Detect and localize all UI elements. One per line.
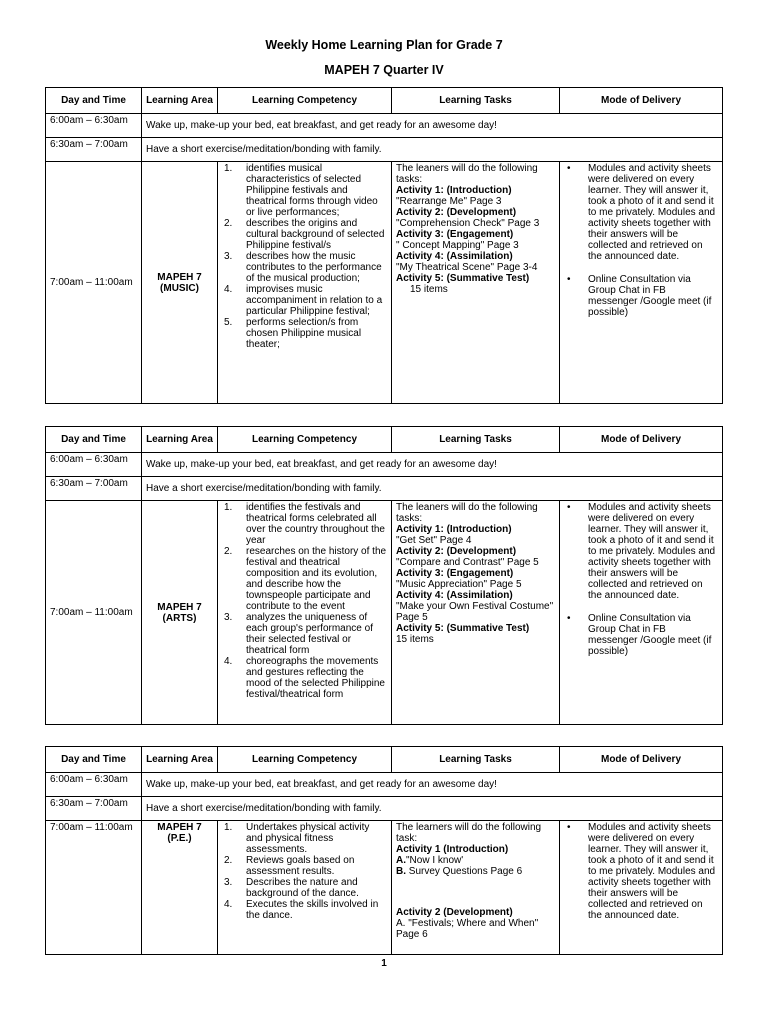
activity-text: " Concept Mapping" Page 3: [396, 240, 519, 251]
area-subject: (P.E.): [167, 833, 192, 844]
pe-plan-table: [45, 746, 723, 955]
header-learning-area: Learning Area: [142, 88, 218, 114]
header-learning-tasks: Learning Tasks: [392, 747, 560, 773]
header-mode-of-delivery: Mode of Delivery: [560, 427, 723, 453]
mode-cell: [560, 501, 723, 725]
schedule-text: Wake up, make-up your bed, eat breakfast, and get ready for an awesome day!: [142, 453, 723, 477]
activity-text: B. Survey Questions Page 6: [396, 866, 523, 877]
task-intro: The leaners will do the following tasks:: [396, 502, 538, 524]
header-day-time: Day and Time: [46, 747, 142, 773]
competency-item: 4. improvises music accompaniment in relation to a particular Philippine festival;: [224, 284, 383, 317]
header-learning-area: Learning Area: [142, 747, 218, 773]
header-learning-tasks: Learning Tasks: [392, 88, 560, 114]
competency-item: 2. researches on the history of the festival and theatrical composition and its evolution, and describe how the townspeople participate and contribute to the event: [224, 546, 387, 612]
schedule-text: Wake up, make-up your bed, eat breakfast, and get ready for an awesome day!: [142, 114, 723, 138]
bullet-icon: •: [567, 613, 571, 624]
activity-text: "Music Appreciation" Page 5: [396, 579, 522, 590]
document-title: Weekly Home Learning Plan for Grade 7: [265, 38, 503, 52]
time-cell: 6:30am – 7:00am: [46, 477, 142, 501]
activity-title: Activity 3: (Engagement): [396, 229, 514, 240]
header-day-time: Day and Time: [46, 427, 142, 453]
activity-title: Activity 1: (Introduction): [396, 524, 512, 535]
time-cell: 6:00am – 6:30am: [46, 114, 142, 138]
activity-title: Activity 5: (Summative Test): [396, 623, 530, 634]
tasks-cell: [392, 501, 560, 725]
area-name: MAPEH 7: [157, 601, 202, 613]
activity-text: 15 items: [410, 284, 448, 295]
activity-title: Activity 2 (Development): [396, 907, 513, 918]
time-cell: 6:30am – 7:00am: [46, 797, 142, 821]
arts-plan-table: [45, 426, 723, 725]
document-subtitle: MAPEH 7 Quarter IV: [324, 63, 444, 77]
activity-title: Activity 5: (Summative Test): [396, 273, 530, 284]
learning-area-cell: [142, 501, 218, 725]
header-learning-area: Learning Area: [142, 427, 218, 453]
mode-cell: [560, 821, 723, 955]
time-cell: 7:00am – 11:00am: [46, 162, 142, 404]
competency-item: 3. Describes the nature and background of the dance.: [224, 877, 359, 899]
time-cell: 6:30am – 7:00am: [46, 138, 142, 162]
header-mode-of-delivery: Mode of Delivery: [560, 88, 723, 114]
area-subject: (MUSIC): [160, 282, 199, 294]
competency-cell: [218, 821, 392, 955]
bullet-icon: •: [567, 163, 571, 174]
mode-cell: [560, 162, 723, 404]
mode-item: • Modules and activity sheets were delivered on every learner. They will answer it, took a photo of it and send it to me privately. Modules and activity sheets together with their answers will be collected and retrieved on the announced date.: [567, 502, 716, 601]
activity-title: Activity 1: (Introduction): [396, 185, 512, 196]
header-learning-tasks: Learning Tasks: [392, 427, 560, 453]
schedule-text: Have a short exercise/meditation/bonding with family.: [142, 477, 723, 501]
activity-title: Activity 3: (Engagement): [396, 568, 514, 579]
header-learning-competency: Learning Competency: [218, 88, 392, 114]
activity-text: "Get Set" Page 4: [396, 535, 472, 546]
header-mode-of-delivery: Mode of Delivery: [560, 747, 723, 773]
competency-item: 5. performs selection/s from chosen Philippine musical theater;: [224, 317, 362, 350]
competency-item: 2. describes the origins and cultural background of selected Philippine festival/s: [224, 218, 385, 251]
task-intro: The leaners will do the following tasks:: [396, 163, 538, 185]
tasks-cell: [392, 162, 560, 404]
competency-item: 4. Executes the skills involved in the dance.: [224, 899, 379, 921]
activity-text: 15 items: [396, 634, 434, 645]
mode-item: • Modules and activity sheets were delivered on every learner. They will answer it, took a photo of it and send it to me privately. Modules and activity sheets together with their answers will be collected and retrieved on the announced date.: [567, 822, 716, 921]
schedule-text: Have a short exercise/meditation/bonding with family.: [142, 138, 723, 162]
activity-text: "Rearrange Me" Page 3: [396, 196, 502, 207]
schedule-text: Have a short exercise/meditation/bonding with family.: [142, 797, 723, 821]
time-cell: 6:00am – 6:30am: [46, 773, 142, 797]
area-name: MAPEH 7: [157, 271, 202, 283]
activity-title: Activity 4: (Assimilation): [396, 590, 513, 601]
time-cell: 7:00am – 11:00am: [46, 501, 142, 725]
header-day-time: Day and Time: [46, 88, 142, 114]
activity-text: A. "Festivals; Where and When" Page 6: [396, 918, 539, 940]
mode-item: • Online Consultation via Group Chat in FB messenger /Google meet (if possible): [567, 274, 712, 318]
activity-title: Activity 1 (Introduction): [396, 844, 509, 855]
activity-title: Activity 2: (Development): [396, 546, 517, 557]
activity-text: A."Now I know': [396, 855, 464, 866]
activity-title: Activity 2: (Development): [396, 207, 517, 218]
competency-item: 1. Undertakes physical activity and physical fitness assessments.: [224, 822, 370, 855]
bullet-icon: •: [567, 274, 571, 285]
competency-item: 1. identifies musical characteristics of selected Philippine festivals and theatrical forms through video or live performances;: [224, 163, 378, 218]
bullet-icon: •: [567, 502, 571, 513]
competency-item: 2. Reviews goals based on assessment results.: [224, 855, 355, 877]
competency-cell: [218, 501, 392, 725]
activity-text: "Comprehension Check" Page 3: [396, 218, 540, 229]
time-cell: 7:00am – 11:00am: [46, 821, 142, 955]
competency-cell: [218, 162, 392, 404]
area-name: MAPEH 7: [157, 822, 202, 833]
activity-title: Activity 4: (Assimilation): [396, 251, 513, 262]
mode-item: • Modules and activity sheets were delivered on every learner. They will answer it, took a photo of it and send it to me privately. Modules and activity sheets together with their answers will be collected and retrieved on the announced date.: [567, 163, 716, 262]
header-learning-competency: Learning Competency: [218, 427, 392, 453]
page-number: 1: [381, 958, 387, 969]
competency-item: 4. choreographs the movements and gestures reflecting the mood of the selected Philippine festival/theatrical form: [224, 656, 385, 700]
header-learning-competency: Learning Competency: [218, 747, 392, 773]
task-intro: The learners will do the following task:: [396, 822, 542, 844]
competency-item: 3. analyzes the uniqueness of each group's performance of their selected festival or theatrical form: [224, 612, 373, 656]
activity-text: "Compare and Contrast" Page 5: [396, 557, 539, 568]
tasks-cell: [392, 821, 560, 955]
area-subject: (ARTS): [162, 612, 197, 624]
activity-text: "My Theatrical Scene" Page 3-4: [396, 262, 538, 273]
learning-area-cell: [142, 162, 218, 404]
mode-item: • Online Consultation via Group Chat in FB messenger /Google meet (if possible): [567, 613, 712, 657]
bullet-icon: •: [567, 822, 571, 833]
learning-area-cell: [142, 821, 218, 955]
activity-text: "Make your Own Festival Costume" Page 5: [396, 601, 554, 623]
competency-item: 3. describes how the music contributes to the performance of the musical production;: [224, 251, 382, 284]
schedule-text: Wake up, make-up your bed, eat breakfast, and get ready for an awesome day!: [142, 773, 723, 797]
time-cell: 6:00am – 6:30am: [46, 453, 142, 477]
music-plan-table: [45, 87, 723, 404]
competency-item: 1. identifies the festivals and theatrical forms celebrated all over the country throughout the year: [224, 502, 385, 546]
